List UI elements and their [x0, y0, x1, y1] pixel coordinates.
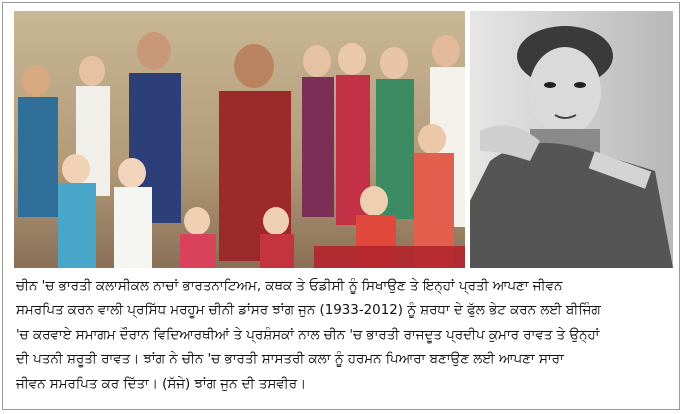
dancer-portrait-image [470, 11, 673, 268]
caption-line: ਚੀਨ 'ਚ ਭਾਰਤੀ ਕਲਾਸੀਕਲ ਨਾਚਾਂ ਭਾਰਤਨਾਟਿਅਮ, ਕਥਕ ਤੇ ਓਡੀਸੀ ਨੂੰ ਸਿਖਾਉਣ ਤੇ ਇਨ੍ਹਾਂ ਪ੍ਰਤੀ ਆਪਣਾ ਜੀਵਨ [16, 279, 563, 294]
caption-line: 'ਚ ਕਰਵਾਏ ਸਮਾਗਮ ਦੌਰਾਨ ਵਿਦਿਆਰਥੀਆਂ ਤੇ ਪ੍ਰਸ਼ੰਸਕਾਂ ਨਾਲ ਚੀਨ 'ਚ ਭਾਰਤੀ ਰਾਜਦੂਤ ਪ੍ਰਦੀਪ ਕੁਮਾਰ ਰਾਵਤ ਤੇ ਉਨ੍ਹਾਂ [16, 327, 600, 343]
caption-line: ਜੀਵਨ ਸਮਰਪਿਤ ਕਰ ਦਿੱਤਾ। (ਸੱਜੇ) ਝਾਂਗ ਜੁਨ ਦੀ ਤਸਵੀਰ। [16, 376, 307, 392]
caption-line: ਸਮਰਪਿਤ ਕਰਨ ਵਾਲੀ ਪ੍ਰਸਿੱਧ ਮਰਹੂਮ ਚੀਨੀ ਡਾਂਸਰ ਝਾਂਗ ਜੁਨ (1933-2012) ਨੂੰ ਸ਼ਰਧਾ ਦੇ ਫੁੱਲ ਭੇਟ ਕਰਨ ਲਈ ਬੀਜਿੰਗ [16, 303, 601, 319]
group-photo [14, 11, 465, 268]
dancer-portrait-photo [470, 11, 673, 268]
photo-caption [16, 275, 670, 397]
caption-line: ਦੀ ਪਤਨੀ ਸ਼ਰੂਤੀ ਰਾਵਤ। ਝਾਂਗ ਨੇ ਚੀਨ 'ਚ ਭਾਰਤੀ ਸ਼ਾਸਤਰੀ ਕਲਾ ਨੂੰ ਹਰਮਨ ਪਿਆਰਾ ਬਣਾਉਣ ਲਈ ਆਪਣਾ ਸਾਰਾ [16, 352, 564, 368]
group-photo-image [14, 11, 465, 268]
